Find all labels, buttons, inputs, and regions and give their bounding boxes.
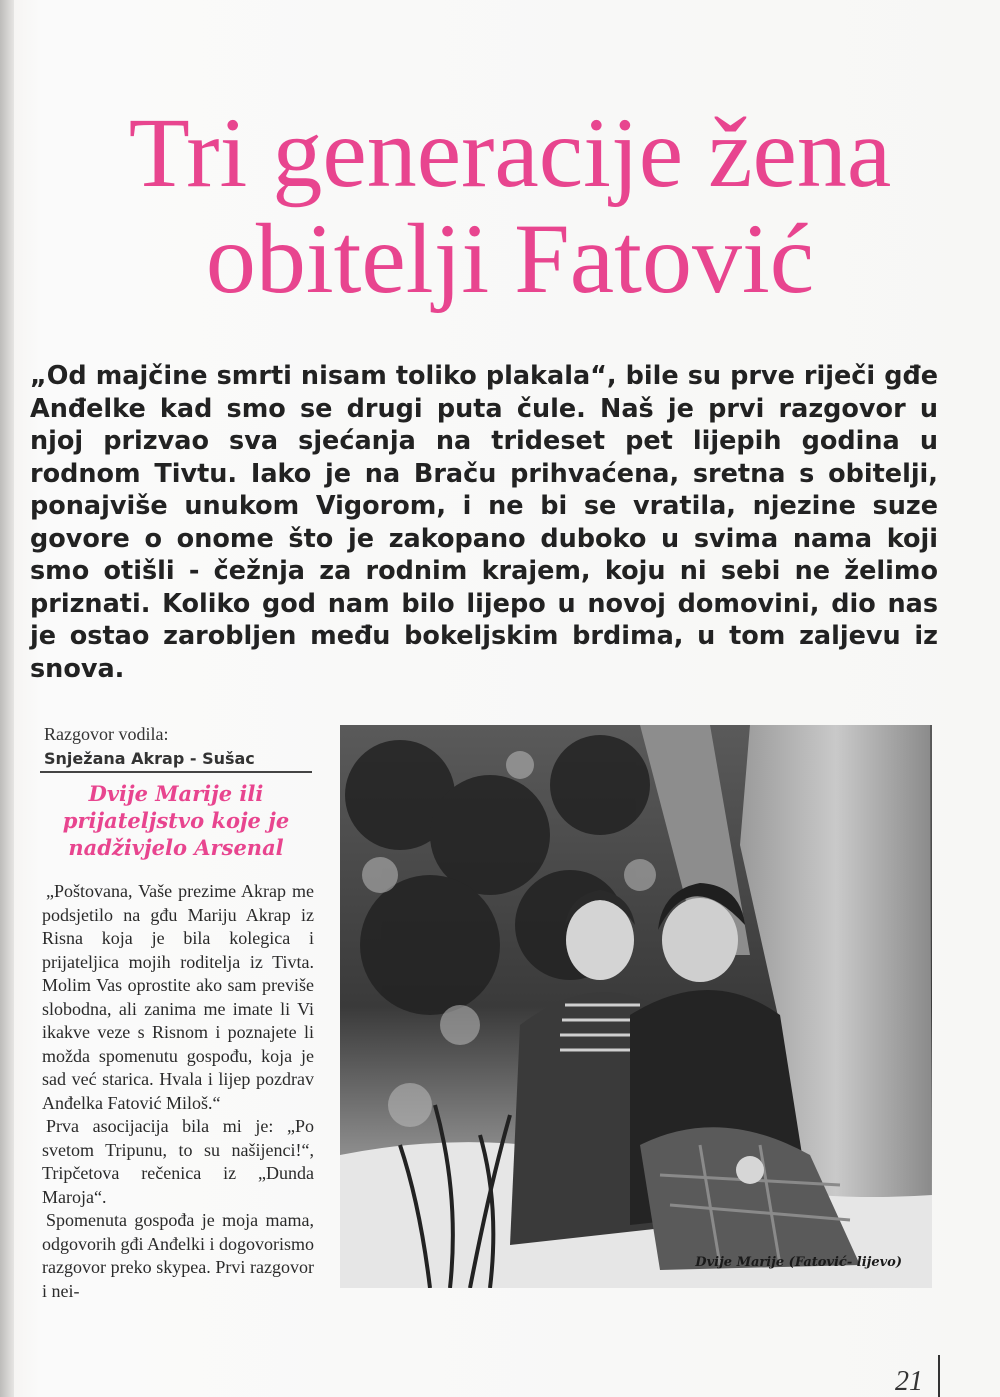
article-title bbox=[70, 97, 950, 314]
byline-author: Snježana Akrap - Sušac bbox=[44, 749, 255, 768]
photo-caption: Dvije Marije (Fatović- lijevo) bbox=[695, 1255, 902, 1270]
body-paragraph: Prva asocijacija bila mi je: „Po svetom Tripunu, to su našijenci!“, Tripčetova rečenica iz „Dunda Maroja“. bbox=[42, 1116, 314, 1207]
body-paragraph: „Poštovana, Vaše prezime Akrap me podsjetilo na gđu Mariju Akrap iz Risna koja je bila kolegica i prijateljica mojih roditelja iz Tivta. Molim Vas oprostite ako sam previše slobodna, ali zanima me imate li Vi ikakve veze s Risnom i poznajete li možda spomenutu gospođu, koja je sad već starica. Hvala i lijep pozdrav Anđelka Fatović Miloš.“ bbox=[42, 881, 314, 1113]
photo bbox=[340, 725, 932, 1288]
lead-paragraph: „Od majčine smrti nisam toliko plakala“, bile su prve riječi gđe Anđelke kad smo se drugi puta čule. Naš je prvi razgovor u njoj prizvao sva sjećanja na trideset pet lijepih godina u rodnom Tivtu. Iako je na Braču prihvaćena, sretna s obitelji, ponajviše unukom Vigorom, i ne bi se vratila, njezine suze govore o onome što je zakopano duboko u svima nama koji smo otišli - čežnja za rodnim krajem, koju ni sebi ne želimo priznati. Koliko god nam bilo lijepo u novoj domovini, dio nas je ostao zarobljen među bokeljskim brdima, u tom zaljevu iz snova. bbox=[30, 361, 938, 684]
body-paragraph: Spomenuta gospođa je moja mama, odgovorih gđi Anđelki i dogovorismo razgovor preko skypea. Prvi razgovor i nei- bbox=[42, 1210, 314, 1301]
page-number: 21 bbox=[895, 1366, 923, 1397]
page-spine bbox=[0, 0, 14, 1397]
title-line-1: Tri generacije žena bbox=[128, 97, 892, 208]
section-subheading: Dvije Marije ili prijateljstvo koje je nadživjelo Arsenal bbox=[62, 781, 290, 860]
byline-label: Razgovor vodila: bbox=[44, 724, 169, 744]
byline bbox=[44, 722, 314, 772]
body-column bbox=[42, 880, 314, 1303]
photo-illustration bbox=[340, 725, 932, 1288]
page-number-rule bbox=[938, 1355, 940, 1397]
title-line-2: obitelji Fatović bbox=[205, 203, 815, 314]
divider bbox=[40, 771, 312, 773]
